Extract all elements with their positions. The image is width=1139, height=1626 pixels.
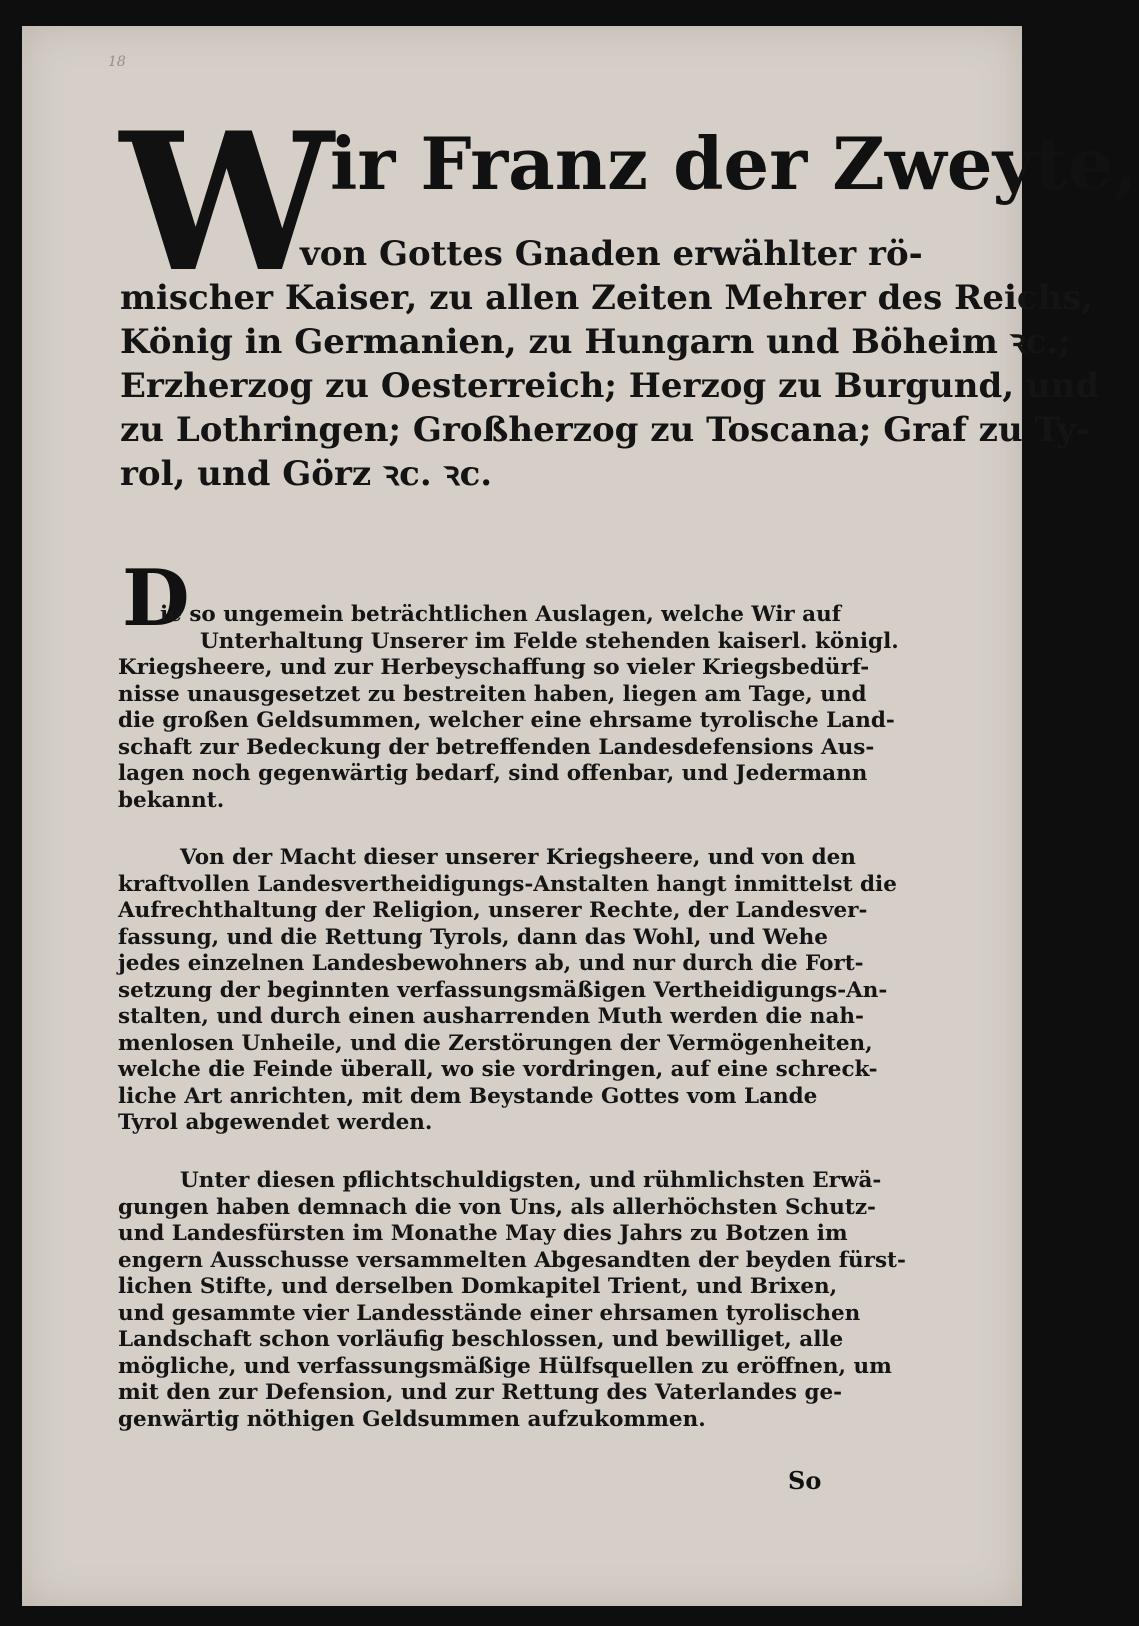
title-heading: ir Franz der Zweyte, — [330, 121, 1139, 206]
text-line: genwärtig nöthigen Geldsummen aufzukommen. — [118, 1406, 706, 1432]
ruler-titles — [120, 232, 1100, 496]
text-line: mit den zur Defension, und zur Rettung des Vaterlandes ge- — [118, 1380, 843, 1405]
text-line: lichen Stifte, und derselben Domkapitel Trient, und Brixen, — [118, 1274, 838, 1299]
paragraph-initial: D — [122, 553, 190, 644]
text-line: ie so ungemein beträchtlichen Auslagen, welche Wir auf — [160, 602, 841, 627]
text-line: und gesammte vier Landesstände einer ehrsamen tyrolischen — [118, 1300, 861, 1326]
text-line: liche Art anrichten, mit dem Beystande Gottes vom Lande — [118, 1083, 818, 1109]
text-line: und Landesfürsten im Monathe May dies Jahrs zu Botzen im — [118, 1221, 848, 1246]
text-line: welche die Feinde überall, wo sie vordringen, auf eine schreck- — [118, 1057, 878, 1082]
text-line: Landschaft schon vorläufig beschlossen, und bewilliget, alle — [118, 1327, 844, 1352]
text-line: setzung der beginnten verfassungsmäßigen Vertheidigungs-An- — [118, 977, 888, 1003]
text-line: Unterhaltung Unserer im Felde stehenden kaiserl. königl. — [200, 628, 899, 654]
text-line: schaft zur Bedeckung der betreffenden Landesdefensions Aus- — [118, 734, 875, 760]
text-line: jedes einzelnen Landesbewohners ab, und nur durch die Fort- — [118, 951, 864, 976]
text-line: stalten, und durch einen ausharrenden Muth werden die nah- — [118, 1004, 864, 1029]
paragraph-3 — [118, 1168, 906, 1433]
text-line: mögliche, und verfassungsmäßige Hülfsquellen zu eröffnen, um — [118, 1353, 892, 1379]
text-line: Von der Macht dieser unserer Kriegsheere, und von den — [180, 845, 856, 870]
text-line: die großen Geldsummen, welcher eine ehrsame tyrolische Land- — [118, 708, 895, 733]
titles-line: König in Germanien, zu Hungarn und Böheim ꝛc.; — [120, 322, 1071, 362]
text-line: lagen noch gegenwärtig bedarf, sind offenbar, und Jedermann — [118, 761, 868, 786]
titles-line: rol, und Görz ꝛc. ꝛc. — [120, 454, 493, 494]
paragraph-2 — [118, 845, 897, 1137]
text-line: fassung, und die Rettung Tyrols, dann das Wohl, und Wehe — [118, 924, 828, 950]
text-line: engern Ausschusse versammelten Abgesandten der beyden fürst- — [118, 1247, 906, 1273]
text-line: nisse unausgesetzet zu bestreiten haben, liegen am Tage, und — [118, 681, 867, 707]
text-line: Tyrol abgewendet werden. — [118, 1110, 433, 1135]
paragraph-1 — [118, 602, 899, 814]
titles-line: Erzherzog zu Oesterreich; Herzog zu Burgund, und — [120, 366, 1100, 406]
page-note: 18 — [108, 54, 126, 70]
text-line: gungen haben demnach die von Uns, als allerhöchsten Schutz- — [118, 1194, 876, 1220]
text-line: Aufrechthaltung der Religion, unserer Rechte, der Landesver- — [118, 898, 868, 923]
text-line: Unter diesen pflichtschuldigsten, und rühmlichsten Erwä- — [180, 1168, 882, 1193]
text-line: kraftvollen Landesvertheidigungs-Anstalten hangt inmittelst die — [118, 871, 897, 897]
titles-line: zu Lothringen; Großherzog zu Toscana; Graf zu Ty- — [120, 410, 1090, 450]
catchword: So — [788, 1466, 822, 1495]
text-line: menlosen Unheile, und die Zerstörungen der Vermögenheiten, — [118, 1030, 873, 1056]
text-line: Kriegsheere, und zur Herbeyschaffung so vieler Kriegsbedürf- — [118, 655, 870, 680]
text-line: bekannt. — [118, 787, 225, 813]
title-initial: W — [120, 91, 334, 314]
titles-line: von Gottes Gnaden erwählter rö- — [300, 234, 923, 274]
titles-line: mischer Kaiser, zu allen Zeiten Mehrer des Reichs, — [120, 278, 1094, 318]
